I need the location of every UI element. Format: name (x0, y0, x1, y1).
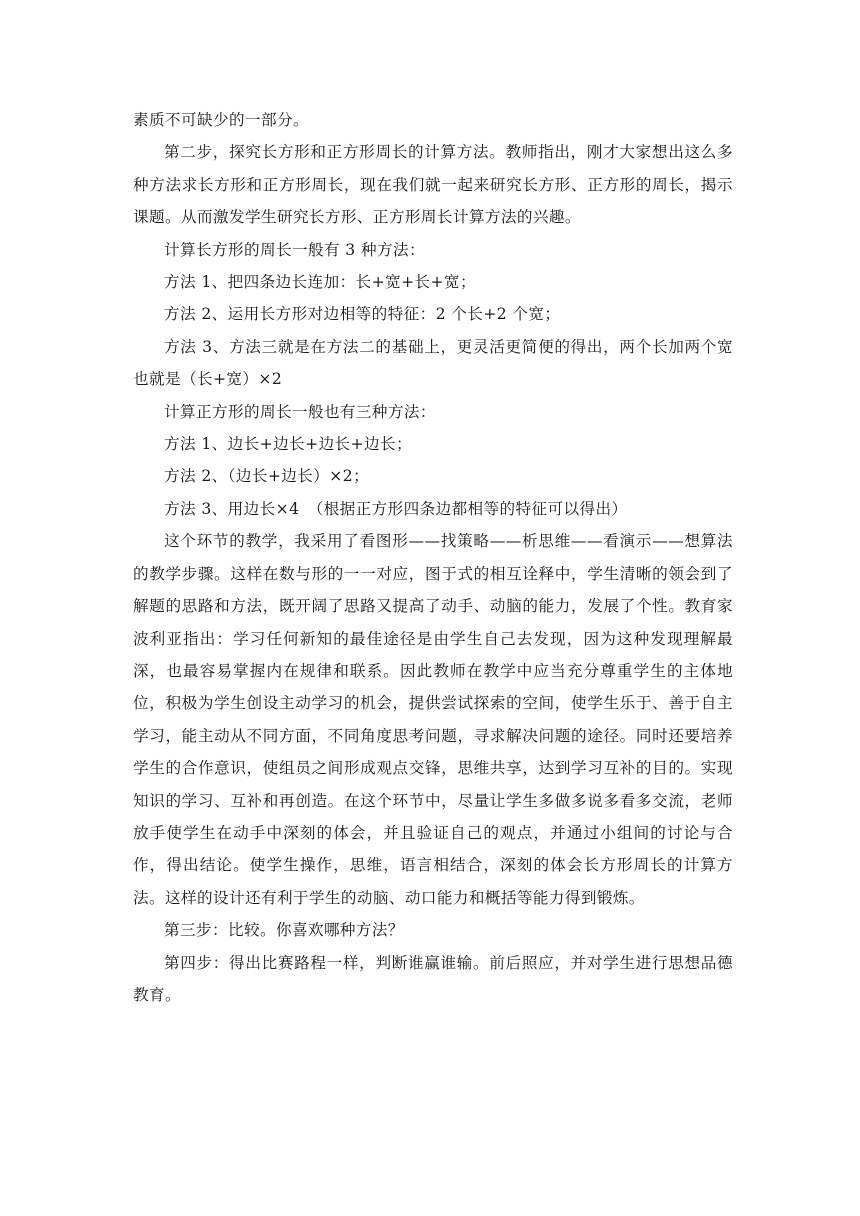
paragraph-rectangle-method-3: 方法 3、方法三就是在方法二的基础上，更灵活更简便的得出，两个长加两个宽也就是（长+宽）×2 (133, 337, 733, 389)
paragraph-step-two: 第二步，探究长方形和正方形周长的计算方法。教师指出，刚才大家想出这么多种方法求长方形和正方形周长，现在我们就一起来研究长方形、正方形的周长，揭示课题。从而激发学生研究长方形、正方形周长计算方法的兴趣。 (133, 143, 733, 227)
paragraph-square-method-2: 方法 2、（边长+边长）×2； (164, 467, 370, 486)
paragraph-step-three: 第三步：比较。你喜欢哪种方法？ (164, 921, 404, 940)
paragraph-step-four: 第四步：得出比赛路程一样，判断谁赢谁输。前后照应，并对学生进行思想品德教育。 (133, 953, 733, 1004)
paragraph-square-method-1: 方法 1、边长+边长+边长+边长； (164, 435, 413, 454)
paragraph-square-methods-intro: 计算正方形的周长一般也有三种方法： (164, 402, 436, 421)
paragraph-rectangle-methods-intro: 计算长方形的周长一般有 3 种方法： (164, 240, 425, 259)
document-body (133, 104, 733, 1011)
paragraph-rectangle-method-2: 方法 2、运用长方形对边相等的特征：2 个长+2 个宽； (164, 305, 561, 324)
paragraph-continuation: 素质不可缺少的一部分。 (133, 111, 309, 129)
paragraph-rectangle-method-1: 方法 1、把四条边长连加：长+宽+长+宽； (164, 273, 476, 292)
paragraph-square-method-3: 方法 3、用边长×4 （根据正方形四条边都相等的特征可以得出） (164, 499, 628, 518)
paragraph-teaching-reflection: 这个环节的教学，我采用了看图形——找策略——析思维——看演示——想算法的教学步骤。这样在数与形的一一对应，图于式的相互诠释中，学生清晰的领会到了解题的思路和方法，既开阔了思路又提高了动手、动脑的能力，发展了个性。教育家波利亚指出：学习任何新知的最佳途径是由学生自己去发现，因为这种发现理解最深，也最容易掌握内在规律和联系。因此教师在教学中应当充分尊重学生的主体地位，积极为学生创设主动学习的机会，提供尝试探索的空间，使学生乐于、善于自主学习，能主动从不同方面，不同角度思考问题，寻求解决问题的途径。同时还要培养学生的合作意识，使组员之间形成观点交锋，思维共享，达到学习互补的目的。实现知识的学习、互补和再创造。在这个环节中，尽量让学生多做多说多看多交流，老师放手使学生在动手中深刻的体会，并且验证自己的观点，并通过小组间的讨论与合作，得出结论。使学生操作，思维，语言相结合，深刻的体会长方形周长的计算方法。这样的设计还有利于学生的动脑、动口能力和概括等能力得到锻炼。 (133, 532, 733, 907)
